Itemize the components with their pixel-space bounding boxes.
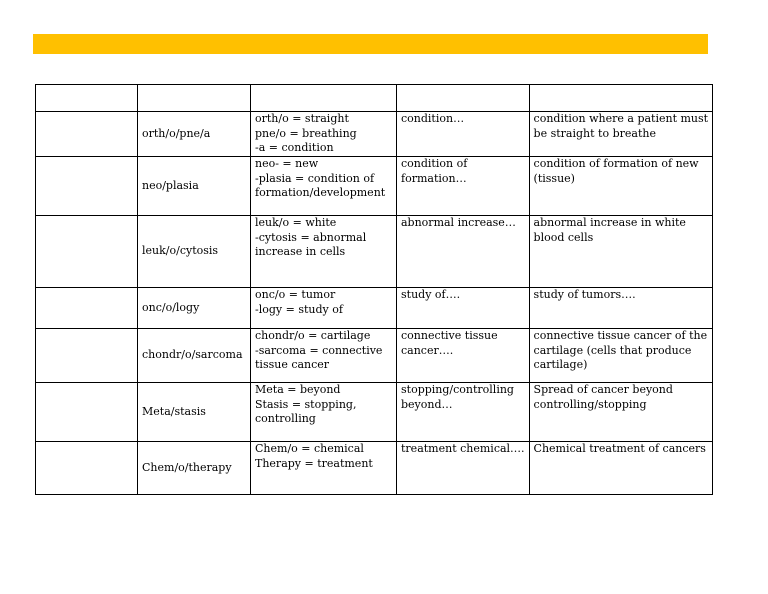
cell-line: chondr/o = cartilage <box>255 329 371 342</box>
blank-cell <box>36 157 138 216</box>
cell-line: tissue cancer <box>255 358 330 371</box>
word-parts-cell <box>251 112 397 157</box>
cell-line: be straight to breathe <box>533 126 656 140</box>
blank-cell <box>36 383 138 442</box>
word-parts-cell <box>251 442 397 495</box>
cell-line: cartilage (cells that produce <box>533 343 692 357</box>
header-cell <box>251 85 397 112</box>
header-cell <box>36 85 138 112</box>
word-parts-cell <box>251 157 397 216</box>
cell-line: stopping/controlling <box>401 383 514 396</box>
cell-line: cartilage) <box>533 358 588 371</box>
term-cell: Chem/o/therapy <box>138 442 251 495</box>
cell-line: condition… <box>401 112 465 125</box>
word-parts-cell <box>251 329 397 383</box>
meaning-cell <box>529 112 713 157</box>
cell-line: controlling/stopping <box>533 397 647 411</box>
table-header-row <box>36 85 713 112</box>
cell-line: -a = condition <box>255 141 334 154</box>
cell-line: beyond… <box>401 397 453 411</box>
term-cell: onc/o/logy <box>138 288 251 329</box>
backward-cell <box>397 383 530 442</box>
cell-line: -sarcoma = connective <box>255 343 383 357</box>
table-row <box>36 442 713 495</box>
cell-line: orth/o = straight <box>255 112 349 125</box>
cell-line: condition where a patient must <box>533 112 709 125</box>
backward-cell <box>397 157 530 216</box>
header-cell <box>397 85 530 112</box>
cell-line: -logy = study of <box>255 302 343 316</box>
cell-line: onc/o = tumor <box>255 288 336 301</box>
table-row <box>36 383 713 442</box>
header-cell <box>138 85 251 112</box>
cell-line: formation/development <box>255 186 386 199</box>
blank-cell <box>36 442 138 495</box>
cell-line: condition of <box>401 157 468 170</box>
cell-line: Stasis = stopping, <box>255 397 357 411</box>
table-row <box>36 216 713 288</box>
cell-line: study of…. <box>401 288 461 301</box>
cell-line: Chem/o = chemical <box>255 442 364 455</box>
cell-line: (tissue) <box>533 171 575 185</box>
cell-line: -plasia = condition of <box>255 171 375 185</box>
table-row <box>36 329 713 383</box>
backward-cell <box>397 288 530 329</box>
backward-cell <box>397 329 530 383</box>
meaning-cell <box>529 288 713 329</box>
cell-line: blood cells <box>533 230 594 244</box>
blank-cell <box>36 288 138 329</box>
term-cell: leuk/o/cytosis <box>138 216 251 288</box>
cell-line: increase in cells <box>255 245 346 258</box>
cell-line: cancer…. <box>401 343 454 357</box>
cell-line: abnormal increase in white <box>533 216 686 229</box>
meaning-cell <box>529 383 713 442</box>
cell-line: condition of formation of new <box>533 157 699 170</box>
cell-line: study of tumors…. <box>533 288 636 301</box>
cell-line: Therapy = treatment <box>255 456 373 470</box>
blank-cell <box>36 216 138 288</box>
cell-line: neo- = new <box>255 157 319 170</box>
cell-line: abnormal increase… <box>401 216 516 229</box>
word-parts-cell <box>251 216 397 288</box>
cell-line: Meta = beyond <box>255 383 341 396</box>
cell-line: -cytosis = abnormal <box>255 230 367 244</box>
cell-line: connective tissue cancer of the <box>533 329 708 342</box>
term-cell: orth/o/pne/a <box>138 112 251 157</box>
backward-cell <box>397 216 530 288</box>
table-row <box>36 288 713 329</box>
meaning-cell <box>529 329 713 383</box>
term-cell: Meta/stasis <box>138 383 251 442</box>
meaning-cell <box>529 216 713 288</box>
backward-cell <box>397 112 530 157</box>
table-row <box>36 157 713 216</box>
backward-cell <box>397 442 530 495</box>
cell-line: controlling <box>255 412 316 425</box>
blank-cell <box>36 329 138 383</box>
header-cell <box>529 85 713 112</box>
cell-line: pne/o = breathing <box>255 126 357 140</box>
meaning-cell <box>529 157 713 216</box>
meaning-cell <box>529 442 713 495</box>
term-cell: chondr/o/sarcoma <box>138 329 251 383</box>
blank-cell <box>36 112 138 157</box>
terms-table <box>35 84 713 495</box>
cell-line: Chemical treatment of cancers <box>533 442 706 455</box>
table-row <box>36 112 713 157</box>
header-banner <box>33 34 708 54</box>
cell-line: treatment chemical…. <box>401 442 525 455</box>
cell-line: Spread of cancer beyond <box>533 383 673 396</box>
word-parts-cell <box>251 288 397 329</box>
cell-line: connective tissue <box>401 329 498 342</box>
word-parts-cell <box>251 383 397 442</box>
cell-line: leuk/o = white <box>255 216 337 229</box>
term-cell: neo/plasia <box>138 157 251 216</box>
cell-line: formation… <box>401 171 467 185</box>
